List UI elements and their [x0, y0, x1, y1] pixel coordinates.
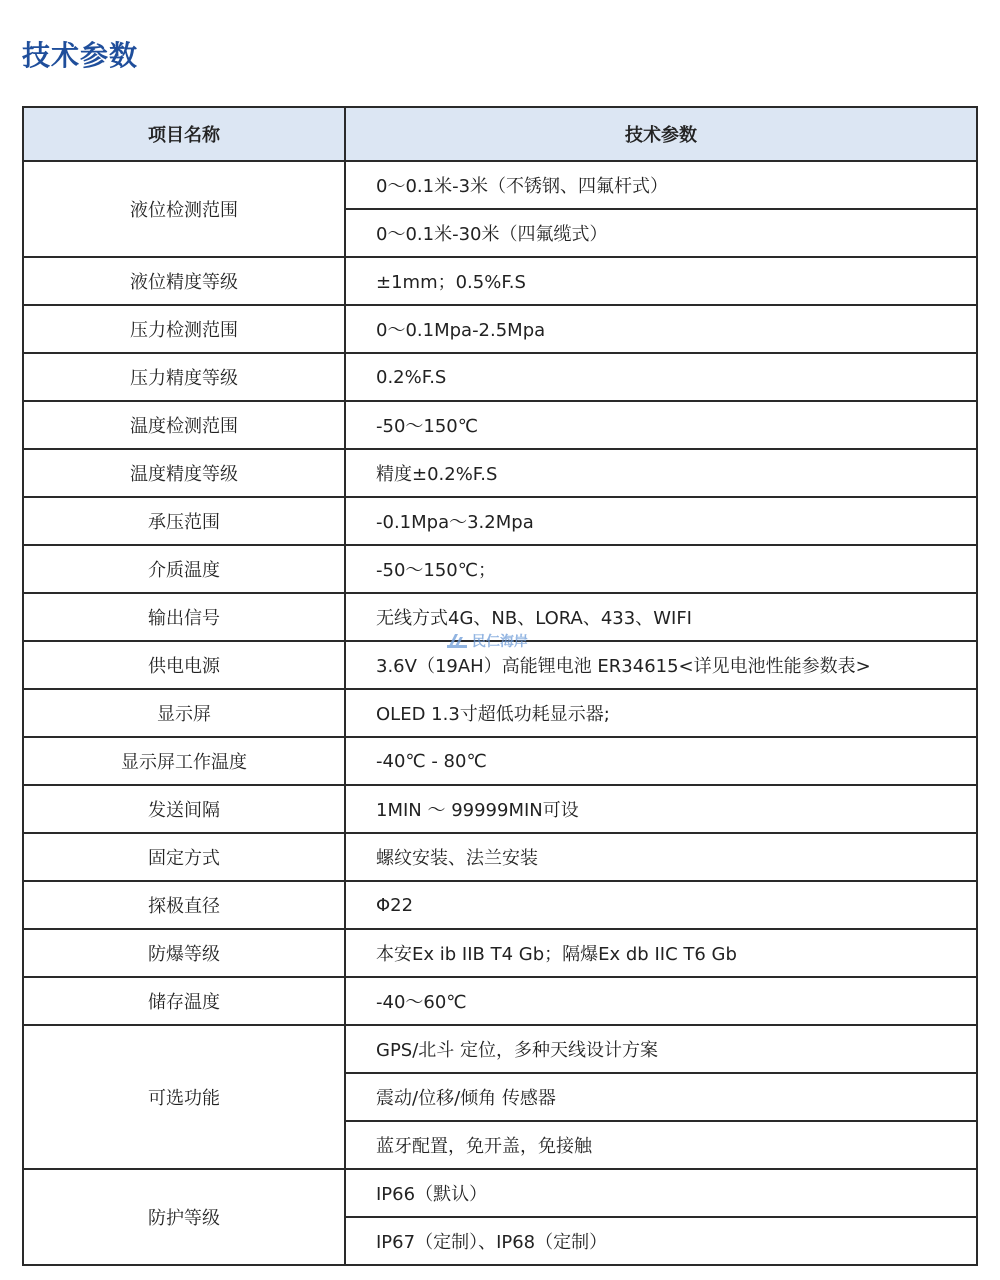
param-value-cell: 0.2%F.S — [345, 353, 977, 401]
item-name-cell: 供电电源 — [23, 641, 345, 689]
item-name-cell: 压力精度等级 — [23, 353, 345, 401]
column-header-params: 技术参数 — [345, 107, 977, 161]
param-value-cell: ±1mm；0.5%F.S — [345, 257, 977, 305]
item-name-cell: 防护等级 — [23, 1169, 345, 1265]
param-value-cell: -40℃ - 80℃ — [345, 737, 977, 785]
param-value-cell: -0.1Mpa～3.2Mpa — [345, 497, 977, 545]
param-value-cell: GPS/北斗 定位，多种天线设计方案 — [345, 1025, 977, 1073]
param-value-cell: -40～60℃ — [345, 977, 977, 1025]
table-row — [23, 737, 977, 785]
table-header-row — [23, 107, 977, 161]
table-row — [23, 929, 977, 977]
watermark-logo-icon — [446, 633, 468, 649]
page-title: 技术参数 — [22, 39, 139, 72]
table-row — [23, 689, 977, 737]
param-value-cell: -50～150℃； — [345, 545, 977, 593]
table-row — [23, 833, 977, 881]
table-row — [23, 401, 977, 449]
table-row — [23, 881, 977, 929]
table-row — [23, 545, 977, 593]
param-value-cell: 0～0.1Mpa-2.5Mpa — [345, 305, 977, 353]
item-name-cell: 温度检测范围 — [23, 401, 345, 449]
item-name-cell: 承压范围 — [23, 497, 345, 545]
item-name-cell: 输出信号 — [23, 593, 345, 641]
column-header-name: 项目名称 — [23, 107, 345, 161]
item-name-cell: 可选功能 — [23, 1025, 345, 1169]
param-value-cell: 精度±0.2%F.S — [345, 449, 977, 497]
table-row — [23, 977, 977, 1025]
item-name-cell: 液位精度等级 — [23, 257, 345, 305]
table-row — [23, 257, 977, 305]
spec-table — [22, 106, 978, 1266]
param-value-cell: 无线方式4G、NB、LORA、433、WIFI — [345, 593, 977, 641]
param-value-cell: 螺纹安装、法兰安装 — [345, 833, 977, 881]
param-value-cell: Φ22 — [345, 881, 977, 929]
item-name-cell: 显示屏工作温度 — [23, 737, 345, 785]
table-row — [23, 1025, 977, 1073]
table-row — [23, 497, 977, 545]
item-name-cell: 压力检测范围 — [23, 305, 345, 353]
table-row — [23, 1169, 977, 1217]
item-name-cell: 储存温度 — [23, 977, 345, 1025]
table-row — [23, 785, 977, 833]
param-value-cell: IP67（定制）、IP68（定制） — [345, 1217, 977, 1265]
item-name-cell: 防爆等级 — [23, 929, 345, 977]
param-value-cell: 3.6V（19AH）高能锂电池 ER34615<详见电池性能参数表> — [345, 641, 977, 689]
watermark — [446, 631, 528, 651]
item-name-cell: 发送间隔 — [23, 785, 345, 833]
param-value-cell: 震动/位移/倾角 传感器 — [345, 1073, 977, 1121]
param-value-cell: -50～150℃ — [345, 401, 977, 449]
item-name-cell: 液位检测范围 — [23, 161, 345, 257]
param-value-cell: 0～0.1米-30米（四氟缆式） — [345, 209, 977, 257]
table-row — [23, 353, 977, 401]
param-value-cell: IP66（默认） — [345, 1169, 977, 1217]
table-body — [23, 161, 977, 1265]
table-row — [23, 161, 977, 209]
param-value-cell: 蓝牙配置，免开盖，免接触 — [345, 1121, 977, 1169]
item-name-cell: 显示屏 — [23, 689, 345, 737]
watermark-text: 民仁海岸 — [472, 634, 528, 650]
param-value-cell: 本安Ex ib IIB T4 Gb；隔爆Ex db IIC T6 Gb — [345, 929, 977, 977]
param-value-cell: OLED 1.3寸超低功耗显示器; — [345, 689, 977, 737]
table-row — [23, 305, 977, 353]
param-value-cell: 1MIN ～ 99999MIN可设 — [345, 785, 977, 833]
item-name-cell: 温度精度等级 — [23, 449, 345, 497]
table-row — [23, 449, 977, 497]
item-name-cell: 固定方式 — [23, 833, 345, 881]
item-name-cell: 介质温度 — [23, 545, 345, 593]
param-value-cell: 0～0.1米-3米（不锈钢、四氟杆式） — [345, 161, 977, 209]
item-name-cell: 探极直径 — [23, 881, 345, 929]
